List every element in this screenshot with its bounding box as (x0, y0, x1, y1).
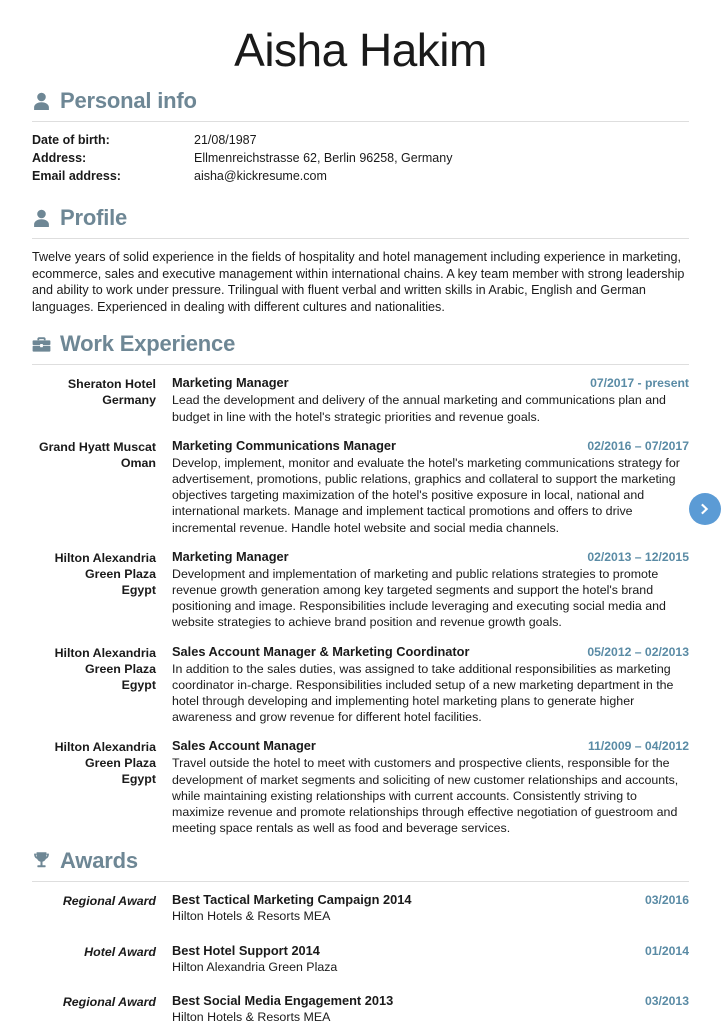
awards-heading (32, 850, 689, 872)
work-entry-body (156, 549, 689, 631)
work-entry-location: Green Plaza (85, 661, 156, 676)
work-entry-title: Marketing Communications Manager (172, 437, 396, 453)
award-body (156, 892, 689, 924)
work-entry-title: Sales Account Manager (172, 738, 316, 754)
work-entry (32, 644, 689, 726)
work-entry-date: 05/2012 – 02/2013 (587, 644, 689, 659)
profile-heading (32, 207, 689, 229)
work-entry-company: Hilton Alexandria (54, 740, 156, 755)
person-icon (32, 208, 51, 229)
award-title: Best Social Media Engagement 2013 (172, 992, 394, 1008)
page-title: Aisha Hakim (234, 24, 487, 76)
section-title-text: Profile (60, 205, 128, 231)
section-divider (32, 238, 689, 239)
work-entry-country: Egypt (121, 677, 156, 692)
award-title: Best Hotel Support 2014 (172, 942, 320, 958)
work-entry-date: 02/2016 – 07/2017 (587, 438, 689, 453)
address-value: Ellmenreichstrasse 62, Berlin 96258, Germany (194, 151, 453, 166)
work-entry-company-block (32, 738, 156, 836)
personal-info-row (32, 132, 689, 149)
email-value: aisha@kickresume.com (194, 169, 327, 184)
award-title-row (172, 892, 689, 908)
work-entry-title: Marketing Manager (172, 548, 289, 564)
work-entry-description: Lead the development and delivery of the annual marketing and communications plan and budget in line with the hotel's strategic priorities and revenue goals. (172, 393, 666, 424)
section-divider (32, 121, 689, 122)
award-kind: Regional Award (62, 994, 156, 1009)
work-entry-company: Grand Hyatt Muscat (38, 439, 156, 454)
section-awards (32, 850, 689, 1025)
work-entry-description: Travel outside the hotel to meet with customers and prospective clients, responsible for the development of market segments and soliciting of new customer relationships and accounts, while maintaining existing relationships with current accounts. Consistently striving to maximize revenue and promote relationships through effective negotiation of guestroom and meeting space rentals as well as food and beverage services. (172, 756, 679, 836)
section-work-experience (32, 333, 689, 836)
award-entry (32, 892, 689, 924)
work-entry-location: Green Plaza (85, 756, 156, 771)
award-issuer: Hilton Hotels & Resorts MEA (172, 909, 331, 924)
award-body (156, 993, 689, 1025)
trophy-icon (32, 851, 51, 872)
work-entry-title: Sales Account Manager & Marketing Coordinator (172, 643, 470, 659)
award-issuer: Hilton Hotels & Resorts MEA (172, 1009, 331, 1024)
award-date: 03/2013 (644, 993, 689, 1008)
briefcase-icon (32, 334, 51, 355)
section-title-text: Work Experience (60, 331, 236, 357)
work-entry-company: Hilton Alexandria (54, 550, 156, 565)
address-label: Address: (32, 151, 87, 166)
section-title-text: Personal info (60, 88, 197, 114)
work-entry-body (156, 438, 689, 536)
work-entry-date: 11/2009 – 04/2012 (588, 739, 689, 754)
dob-label: Date of birth: (32, 133, 110, 148)
work-entry-date: 07/2017 - present (590, 376, 689, 391)
dob-value: 21/08/1987 (194, 133, 257, 148)
work-entry-date: 02/2013 – 12/2015 (587, 549, 689, 564)
work-entry-title-row (172, 438, 689, 454)
work-entry (32, 738, 689, 836)
work-entry-body (156, 738, 689, 836)
work-entry (32, 438, 689, 536)
personal-info-heading (32, 90, 689, 112)
award-title: Best Tactical Marketing Campaign 2014 (172, 892, 412, 908)
work-entry-body (156, 375, 689, 424)
section-profile (32, 207, 689, 315)
award-entry (32, 943, 689, 975)
work-entry-location: Oman (120, 455, 156, 470)
work-entry-location: Green Plaza (85, 566, 156, 581)
award-title-row (172, 993, 689, 1009)
work-entry (32, 375, 689, 424)
work-entry-company-block (32, 438, 156, 536)
work-entry-title-row (172, 549, 689, 565)
section-divider (32, 364, 689, 365)
work-entry-company: Sheraton Hotel (67, 377, 156, 392)
email-label: Email address: (32, 169, 121, 184)
work-entry-title: Marketing Manager (172, 375, 289, 391)
work-entry-country: Egypt (121, 582, 156, 597)
profile-summary-text: Twelve years of solid experience in the fields of hospitality and hotel management including experience in marketing, ecommerce, sales and executive management within international chains. A key team member with strong leadership and ability to work under pressure. Trilingual with fluent verbal and written skills in Arabic, English and German languages. Experienced in dealing with different cultures and nationalities. (32, 250, 685, 314)
award-issuer: Hilton Alexandria Green Plaza (172, 959, 338, 974)
work-entry-description: Development and implementation of marketing and public relations strategies to promote revenue growth generation among key targeted segments and support the hotel's brand positioning and image. Responsibilities include leveraging and executing social media and website strategies to achieve brand position and revenue growth goals. (172, 566, 666, 630)
personal-info-row (32, 150, 689, 167)
section-personal-info (32, 90, 689, 185)
section-title-text: Awards (60, 848, 138, 874)
work-entry-company-block (32, 644, 156, 726)
work-entry-company-block (32, 375, 156, 424)
award-kind: Regional Award (62, 894, 156, 909)
work-entry-company: Hilton Alexandria (54, 645, 156, 660)
work-entry-location: Germany (102, 393, 156, 408)
work-entry-country: Egypt (121, 772, 156, 787)
next-page-button[interactable] (689, 493, 721, 525)
work-entry-title-row (172, 738, 689, 754)
person-icon (32, 91, 51, 112)
work-entry-body (156, 644, 689, 726)
work-experience-heading (32, 333, 689, 355)
section-divider (32, 881, 689, 882)
work-entry-title-row (172, 644, 689, 660)
chevron-right-icon (697, 501, 713, 517)
work-entry-company-block (32, 549, 156, 631)
award-kind: Hotel Award (84, 944, 156, 959)
work-entry-description: Develop, implement, monitor and evaluate the hotel's marketing communications strategy for advertisement, promotions, public relations, graphics and collateral to support the marketing objectives targeting maximization of the hotel's positive exposure in local, national and international markets. Manage and implement tactical promotions and offers to drive incremental revenue. Handle hotel website and social media channels. (172, 455, 680, 535)
personal-info-row (32, 168, 689, 185)
work-entry (32, 549, 689, 631)
work-entry-description: In addition to the sales duties, was assigned to take additional responsibilities as marketing coordinator in-charge. Responsibilities included setup of a new marketing department in the hotel through developing and implementing hotel marketing plans to generate higher awareness and grow revenue for different hotel facilities. (172, 661, 674, 725)
work-entry-title-row (172, 375, 689, 391)
award-body (156, 943, 689, 975)
award-entry (32, 993, 689, 1025)
award-title-row (172, 943, 689, 959)
award-date: 01/2014 (644, 943, 689, 958)
award-date: 03/2016 (644, 893, 689, 908)
